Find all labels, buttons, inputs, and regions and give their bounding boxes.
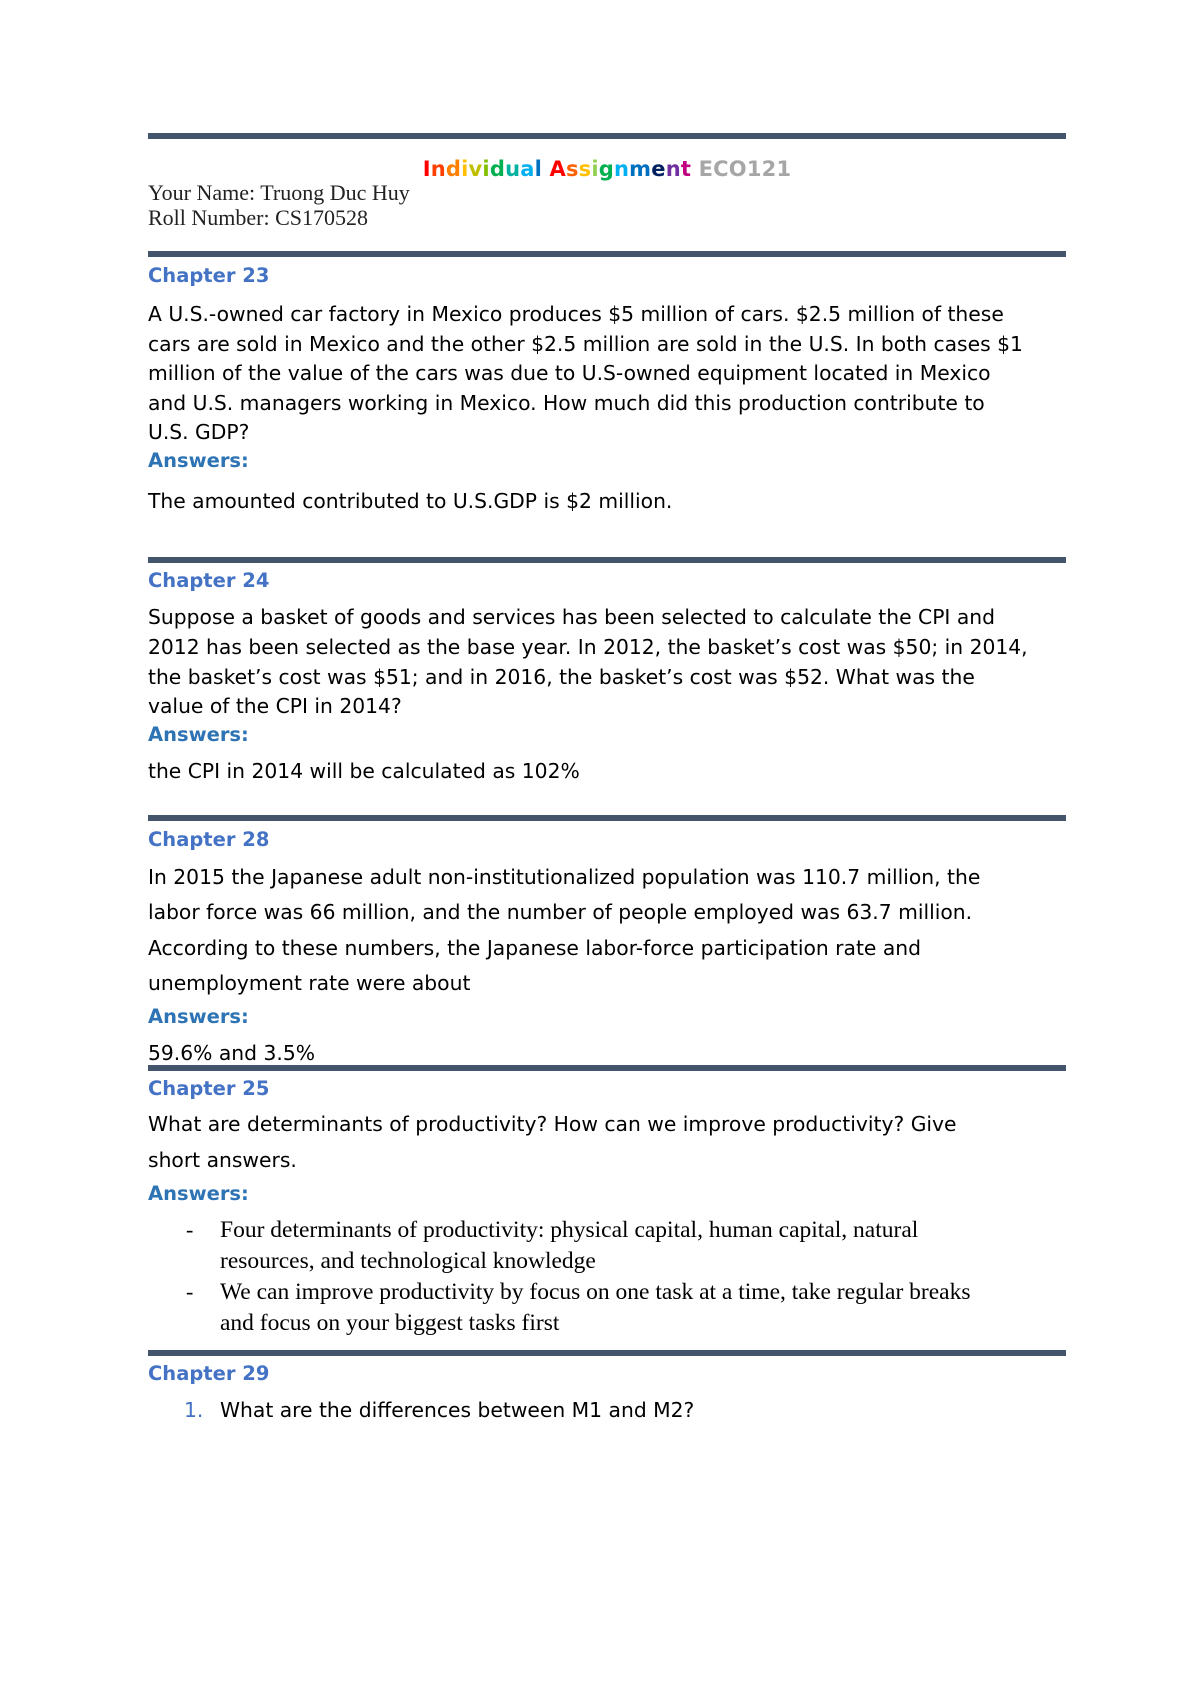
question-line: Suppose a basket of goods and services has been selected to calculate the CPI and (148, 605, 996, 629)
section-rule (148, 251, 1066, 257)
list-number: 1. (184, 1398, 204, 1422)
student-name: Your Name: Truong Duc Huy (148, 180, 410, 205)
document-title (148, 156, 1066, 182)
roll-number: Roll Number: CS170528 (148, 205, 369, 230)
question-line: labor force was 66 million, and the number of people employed was 63.7 million. (148, 900, 973, 924)
bullet-dash: - (186, 1217, 194, 1242)
bullet-line: and focus on your biggest tasks first (220, 1310, 560, 1336)
answer-text: The amounted contributed to U.S.GDP is $2 million. (148, 489, 673, 513)
question-line: and U.S. managers working in Mexico. How much did this production contribute to (148, 391, 985, 415)
section-rule (148, 1065, 1066, 1071)
answers-label: Answers: (148, 723, 249, 746)
question-line: million of the value of the cars was due to U.S-owned equipment located in Mexico (148, 361, 991, 385)
list-item-text: What are the differences between M1 and M2? (220, 1398, 695, 1422)
answer-text: 59.6% and 3.5% (148, 1041, 316, 1065)
title-letter: i (461, 157, 469, 181)
title-letter: i (591, 157, 599, 181)
question-line: A U.S.-owned car factory in Mexico produces $5 million of cars. $2.5 million of these (148, 302, 1004, 326)
title-letter: g (598, 157, 615, 181)
title-letter: s (565, 157, 579, 181)
answers-label: Answers: (148, 1005, 249, 1028)
chapter-heading: Chapter 29 (148, 1362, 270, 1385)
title-letter: u (505, 157, 521, 181)
question-line: the basket’s cost was $51; and in 2016, the basket’s cost was $52. What was the (148, 665, 975, 689)
question-line: What are determinants of productivity? How can we improve productivity? Give (148, 1112, 957, 1136)
question-line: According to these numbers, the Japanese labor-force participation rate and (148, 936, 921, 960)
question-line: 2012 has been selected as the base year. In 2012, the basket’s cost was $50; in 2014, (148, 635, 1028, 659)
title-letter: t (680, 157, 692, 181)
title-rainbow-text (423, 157, 691, 181)
question-line: unemployment rate were about (148, 971, 471, 995)
title-letter (542, 157, 550, 181)
top-rule (148, 133, 1066, 139)
chapter-heading: Chapter 25 (148, 1077, 270, 1100)
section-rule (148, 1350, 1066, 1356)
title-letter: d (445, 157, 462, 181)
title-course-code: ECO121 (691, 157, 792, 181)
title-letter: l (534, 157, 542, 181)
section-rule (148, 557, 1066, 563)
title-letter: n (430, 157, 446, 181)
title-letter: n (665, 157, 681, 181)
answers-label: Answers: (148, 449, 249, 472)
title-letter: n (614, 157, 630, 181)
question-line: value of the CPI in 2014? (148, 694, 402, 718)
section-rule (148, 815, 1066, 821)
title-letter: I (422, 157, 431, 181)
chapter-heading: Chapter 24 (148, 569, 270, 592)
question-line: short answers. (148, 1148, 297, 1172)
question-line: In 2015 the Japanese adult non-institutionalized population was 110.7 million, the (148, 865, 981, 889)
bullet-line: resources, and technological knowledge (220, 1248, 596, 1274)
bullet-dash: - (186, 1279, 194, 1304)
answers-label: Answers: (148, 1182, 249, 1205)
title-letter: i (482, 157, 490, 181)
chapter-heading: Chapter 28 (148, 828, 270, 851)
answer-text: the CPI in 2014 will be calculated as 102% (148, 759, 580, 783)
title-letter: d (489, 157, 506, 181)
title-letter: v (468, 157, 483, 181)
title-letter: a (520, 157, 535, 181)
title-letter: e (651, 157, 666, 181)
bullet-line: We can improve productivity by focus on one task at a time, take regular breaks (220, 1279, 971, 1305)
chapter-heading: Chapter 23 (148, 264, 270, 287)
title-letter: A (549, 157, 566, 181)
question-line: cars are sold in Mexico and the other $2.5 million are sold in the U.S. In both cases $1 (148, 332, 1023, 356)
bullet-line: Four determinants of productivity: physical capital, human capital, natural (220, 1217, 919, 1243)
title-letter: m (629, 157, 652, 181)
title-letter: s (578, 157, 592, 181)
question-line: U.S. GDP? (148, 420, 250, 444)
